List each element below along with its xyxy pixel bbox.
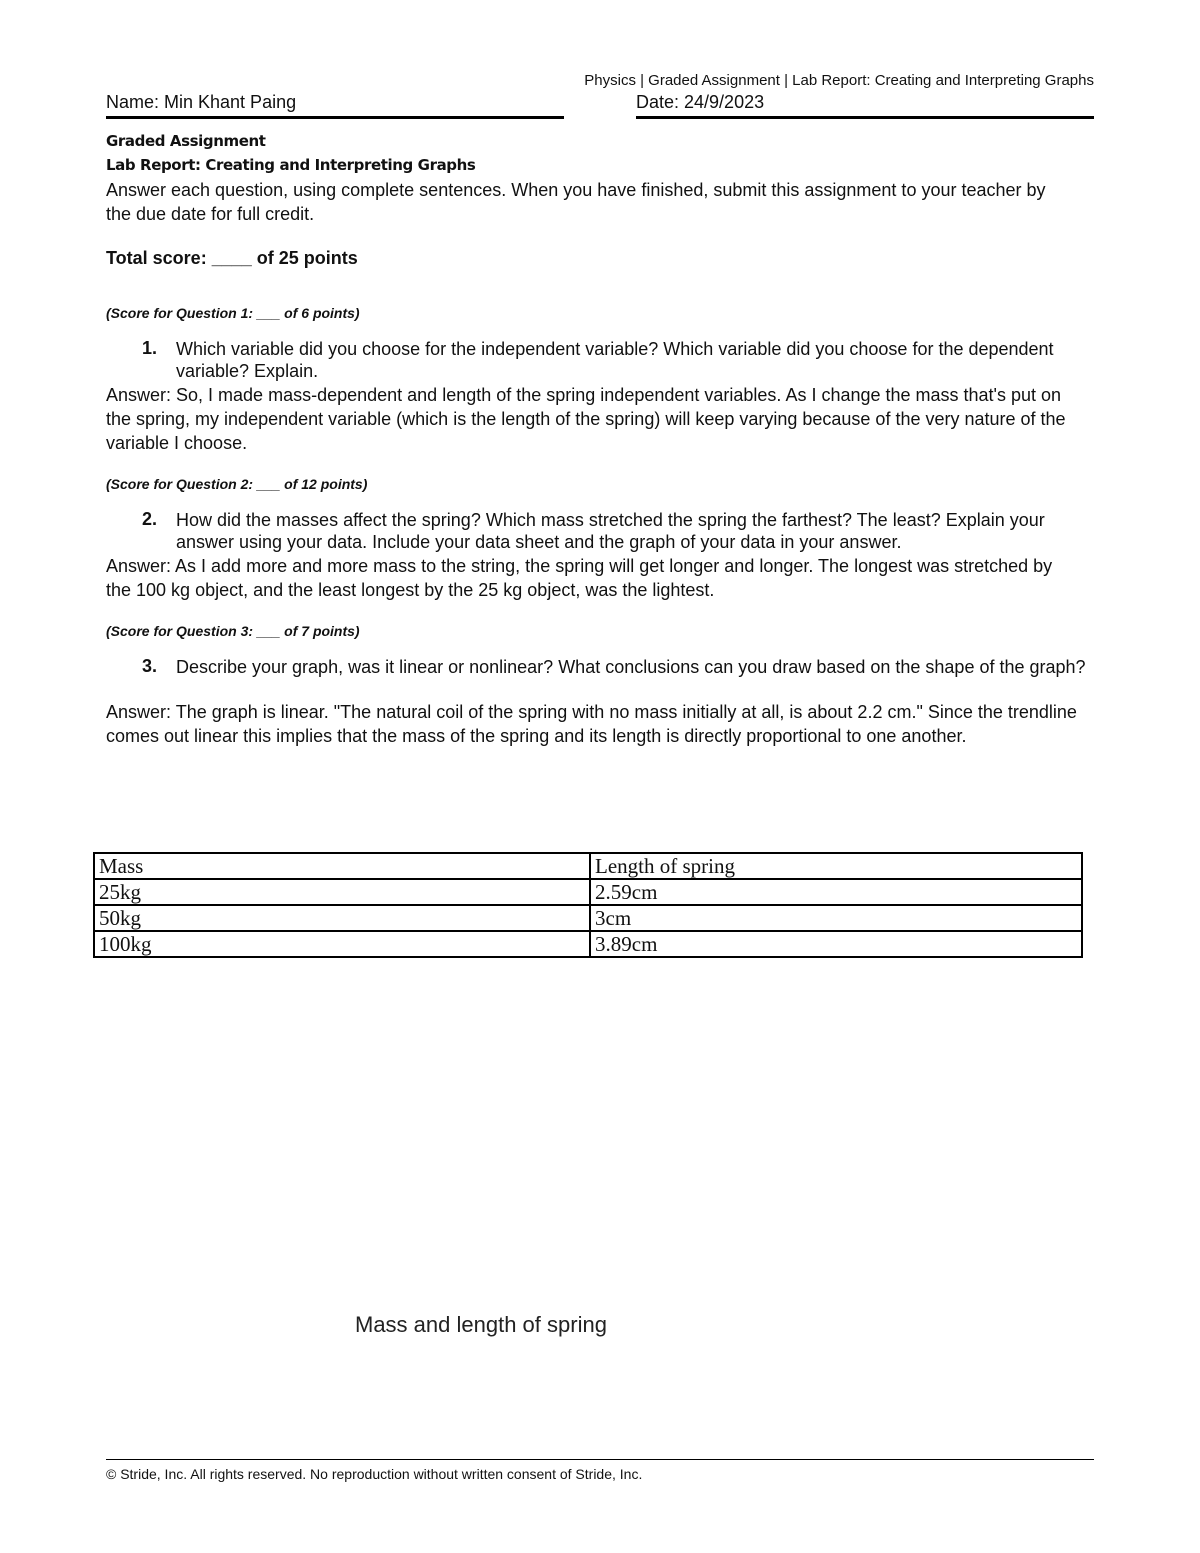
answer-2: Answer: As I add more and more mass to the string, the spring will get longer and longer. The longest was stretched by the 100 kg object, and the least longest by the 25 kg object, was the lightest. <box>106 556 1053 600</box>
answer-3: Answer: The graph is linear. "The natural coil of the spring with no mass initially at all, is about 2.2 cm." Since the trendline comes out linear this implies that the mass of the spring and its length is directly proportional to one another. <box>106 702 1077 746</box>
instructions: Answer each question, using complete sentences. When you have finished, submit this assignment to your teacher by the due date for full credit. <box>106 180 1046 224</box>
question-1-number: 1. <box>142 338 158 358</box>
table-cell: 25kg <box>94 879 590 905</box>
table-cell: 3cm <box>590 905 1082 931</box>
footer-divider <box>106 1459 1094 1460</box>
heading-graded-assignment: Graded Assignment <box>106 132 266 150</box>
question-1-prompt: Which variable did you choose for the independent variable? Which variable did you choose for the dependent variable? Explain. <box>176 339 1054 381</box>
table-row <box>94 931 1082 957</box>
answer-1: Answer: So, I made mass-dependent and length of the spring independent variables. As I change the mass that's put on the spring, my independent variable (which is the length of the spring) will keep varying because of the very nature of the variable I choose. <box>106 385 1066 453</box>
table-row <box>94 879 1082 905</box>
question-2-prompt: How did the masses affect the spring? Which mass stretched the spring the farthest? The least? Explain your answer using your data. Include your data sheet and the graph of your data in your answer. <box>176 510 1045 552</box>
chart-title: Mass and length of spring <box>355 1312 607 1337</box>
score-question-2: (Score for Question 2: ___ of 12 points) <box>106 476 368 492</box>
table-cell: 100kg <box>94 931 590 957</box>
table-row <box>94 905 1082 931</box>
table-cell: 3.89cm <box>590 931 1082 957</box>
table-header-cell: Length of spring <box>590 853 1082 879</box>
table-cell: 50kg <box>94 905 590 931</box>
question-3-number: 3. <box>142 656 158 676</box>
running-header: Physics | Graded Assignment | Lab Report: Creating and Interpreting Graphs <box>584 72 1094 89</box>
table-header-row <box>94 853 1082 879</box>
assignment-date: Date: 24/9/2023 <box>636 92 1094 119</box>
score-question-1: (Score for Question 1: ___ of 6 points) <box>106 305 360 321</box>
question-2-number: 2. <box>142 509 158 529</box>
heading-lab-report: Lab Report: Creating and Interpreting Graphs <box>106 156 476 174</box>
student-name: Name: Min Khant Paing <box>106 92 564 119</box>
score-question-3: (Score for Question 3: ___ of 7 points) <box>106 623 360 639</box>
data-table <box>93 852 1083 958</box>
table-header-cell: Mass <box>94 853 590 879</box>
total-score: Total score: ____ of 25 points <box>106 248 358 268</box>
footer-copyright: © Stride, Inc. All rights reserved. No reproduction without written consent of Stride, Inc. <box>106 1466 643 1482</box>
question-3-prompt: Describe your graph, was it linear or nonlinear? What conclusions can you draw based on the shape of the graph? <box>176 657 1086 677</box>
table-cell: 2.59cm <box>590 879 1082 905</box>
